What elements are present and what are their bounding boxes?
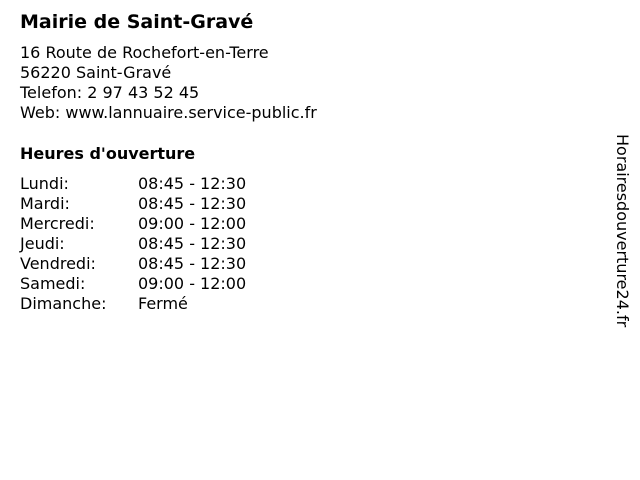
time-value: 08:45 - 12:30 <box>138 254 247 273</box>
day-label: Mercredi: <box>20 214 95 233</box>
hours-row-wednesday <box>20 214 246 234</box>
street-address: 16 Route de Rochefort-en-Terre <box>20 43 269 62</box>
hours-row-friday <box>20 254 246 274</box>
page-title: Mairie de Saint-Gravé <box>20 11 254 33</box>
time-value: 08:45 - 12:30 <box>138 194 247 213</box>
time-value: 09:00 - 12:00 <box>138 214 247 233</box>
day-label: Jeudi: <box>20 234 65 253</box>
hours-row-saturday <box>20 274 246 294</box>
hours-row-tuesday <box>20 194 246 214</box>
hours-row-thursday <box>20 234 246 254</box>
day-label: Samedi: <box>20 274 86 293</box>
time-value: 08:45 - 12:30 <box>138 234 247 253</box>
side-watermark-text: Horairesdouverture24.fr <box>613 134 632 328</box>
city-postal-code: 56220 Saint-Gravé <box>20 63 172 82</box>
opening-hours-list <box>20 174 246 314</box>
phone-number: Telefon: 2 97 43 52 45 <box>20 83 200 102</box>
time-value: 09:00 - 12:00 <box>138 274 247 293</box>
day-label: Dimanche: <box>20 294 107 313</box>
hours-row-sunday <box>20 294 246 314</box>
day-label: Lundi: <box>20 174 69 193</box>
day-label: Vendredi: <box>20 254 96 273</box>
time-value: Fermé <box>138 294 188 313</box>
time-value: 08:45 - 12:30 <box>138 174 247 193</box>
opening-hours-heading: Heures d'ouverture <box>20 144 196 163</box>
address-block <box>20 43 317 123</box>
website: Web: www.lannuaire.service-public.fr <box>20 103 317 122</box>
day-label: Mardi: <box>20 194 70 213</box>
hours-row-monday <box>20 174 246 194</box>
